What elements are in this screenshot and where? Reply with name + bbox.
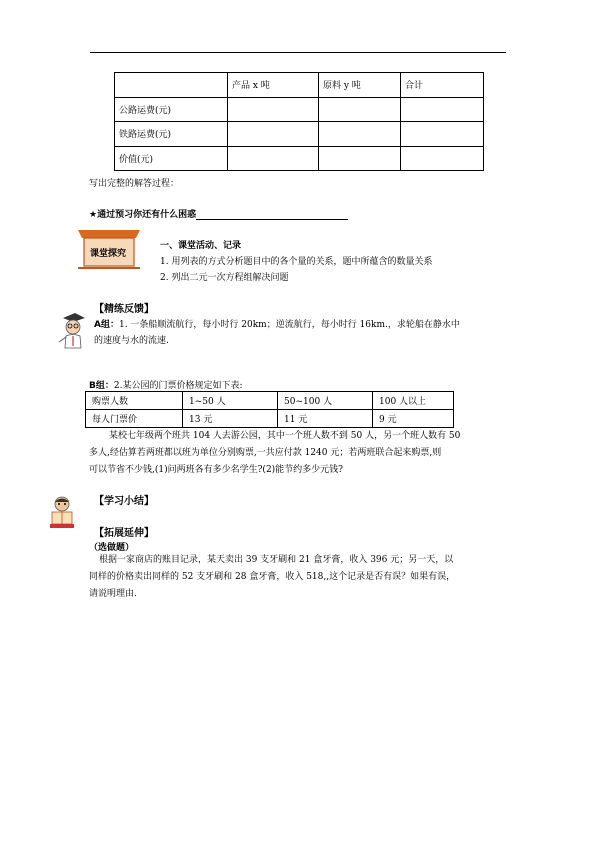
- table-row: [86, 410, 454, 428]
- practice-a-line1: [94, 317, 460, 330]
- section1-item: 2. 列出二元一次方程组解决问题: [160, 273, 289, 283]
- confusion-answer-line[interactable]: [196, 210, 348, 220]
- ticket-price-table: [85, 391, 454, 428]
- table-cell: [115, 73, 228, 98]
- table-row: [115, 146, 484, 171]
- table-cell: [319, 97, 401, 122]
- table-cell: [401, 122, 484, 147]
- table-cell: 13 元: [183, 410, 278, 428]
- table-header-cell: 原料 y 吨: [319, 73, 401, 98]
- table-cell: [401, 146, 484, 171]
- table-cell: [228, 97, 319, 122]
- table-cell: 铁路运费(元): [115, 122, 228, 147]
- table-cell: [228, 122, 319, 147]
- teacher-icon: [57, 312, 87, 350]
- group-b-text: 2.某公园的门票价格规定如下表:: [113, 381, 243, 391]
- summary-title: 【学习小结】: [94, 496, 154, 507]
- table-row: [86, 392, 454, 410]
- group-b-paragraph-line: 多人,经估算若两班都以班为单位分别购票,一共应付款 1240 元；若两班联合起来购票,则: [89, 448, 442, 458]
- confusion-label: ★通过预习你还有什么困惑: [89, 210, 197, 220]
- table-cell: 9 元: [373, 410, 454, 428]
- section1-item: 1. 用列表的方式分析题目中的各个量的关系，题中所蕴含的数量关系: [160, 257, 433, 267]
- table-cell: 1~50 人: [183, 392, 278, 410]
- write-process-text: 写出完整的解答过程：: [89, 179, 180, 189]
- group-b-intro: [89, 378, 243, 391]
- table-cell: 购票人数: [86, 392, 183, 410]
- table-cell: [228, 146, 319, 171]
- table-header-row: [115, 73, 484, 98]
- practice-title: 【精练反馈】: [94, 304, 154, 315]
- group-b-paragraph-line: 可以节省不少钱,(1)问两班各有多少名学生?(2)能节约多少元钱?: [89, 465, 344, 475]
- table-row: [115, 122, 484, 147]
- extension-paragraph-line: 同样的价格卖出同样的 52 支牙刷和 28 盒牙膏，收入 518,,这个记录是否有误？如果有误，: [89, 572, 456, 582]
- table-header-cell: 合计: [401, 73, 484, 98]
- table-cell: 价值(元): [115, 146, 228, 171]
- table-cell: [319, 146, 401, 171]
- table-cell: 100 人以上: [373, 392, 454, 410]
- ketang-badge-label: 课堂探究: [90, 249, 127, 259]
- transport-table: [114, 72, 484, 171]
- table-cell: [319, 122, 401, 147]
- extension-paragraph-line: 根据一家商店的账目记录，某天卖出 39 支牙刷和 21 盒牙膏，收入 396 元；另一天，以: [99, 555, 454, 565]
- extension-title: 【拓展延伸】: [94, 528, 154, 539]
- extension-subtitle: （选做题）: [89, 543, 135, 553]
- group-a-label: A组：: [94, 320, 119, 330]
- group-b-label: B组：: [89, 381, 114, 391]
- table-cell: 公路运费(元): [115, 97, 228, 122]
- header-rule: [90, 52, 506, 53]
- student-reading-icon: [44, 494, 80, 530]
- table-header-cell: 产品 x 吨: [228, 73, 319, 98]
- practice-a-line2: 的速度与水的流速.: [94, 336, 169, 346]
- section1-title: 一、课堂活动、记录: [160, 241, 242, 251]
- table-row: [115, 97, 484, 122]
- confusion-prompt: [89, 207, 348, 220]
- table-cell: 11 元: [278, 410, 373, 428]
- table-cell: 50~100 人: [278, 392, 373, 410]
- group-a-text: 1. 一条船顺流航行，每小时行 20km；逆流航行，每小时行 16km.，求轮船在静水中: [118, 320, 460, 330]
- table-cell: 每人门票价: [86, 410, 183, 428]
- group-b-paragraph-line: 某校七年级两个班共 104 人去游公园，其中一个班人数不到 50 人，另一个班人数有 50: [109, 431, 461, 441]
- table-cell: [401, 97, 484, 122]
- extension-paragraph-line: 请说明理由.: [89, 589, 137, 599]
- ketang-badge: [74, 228, 144, 270]
